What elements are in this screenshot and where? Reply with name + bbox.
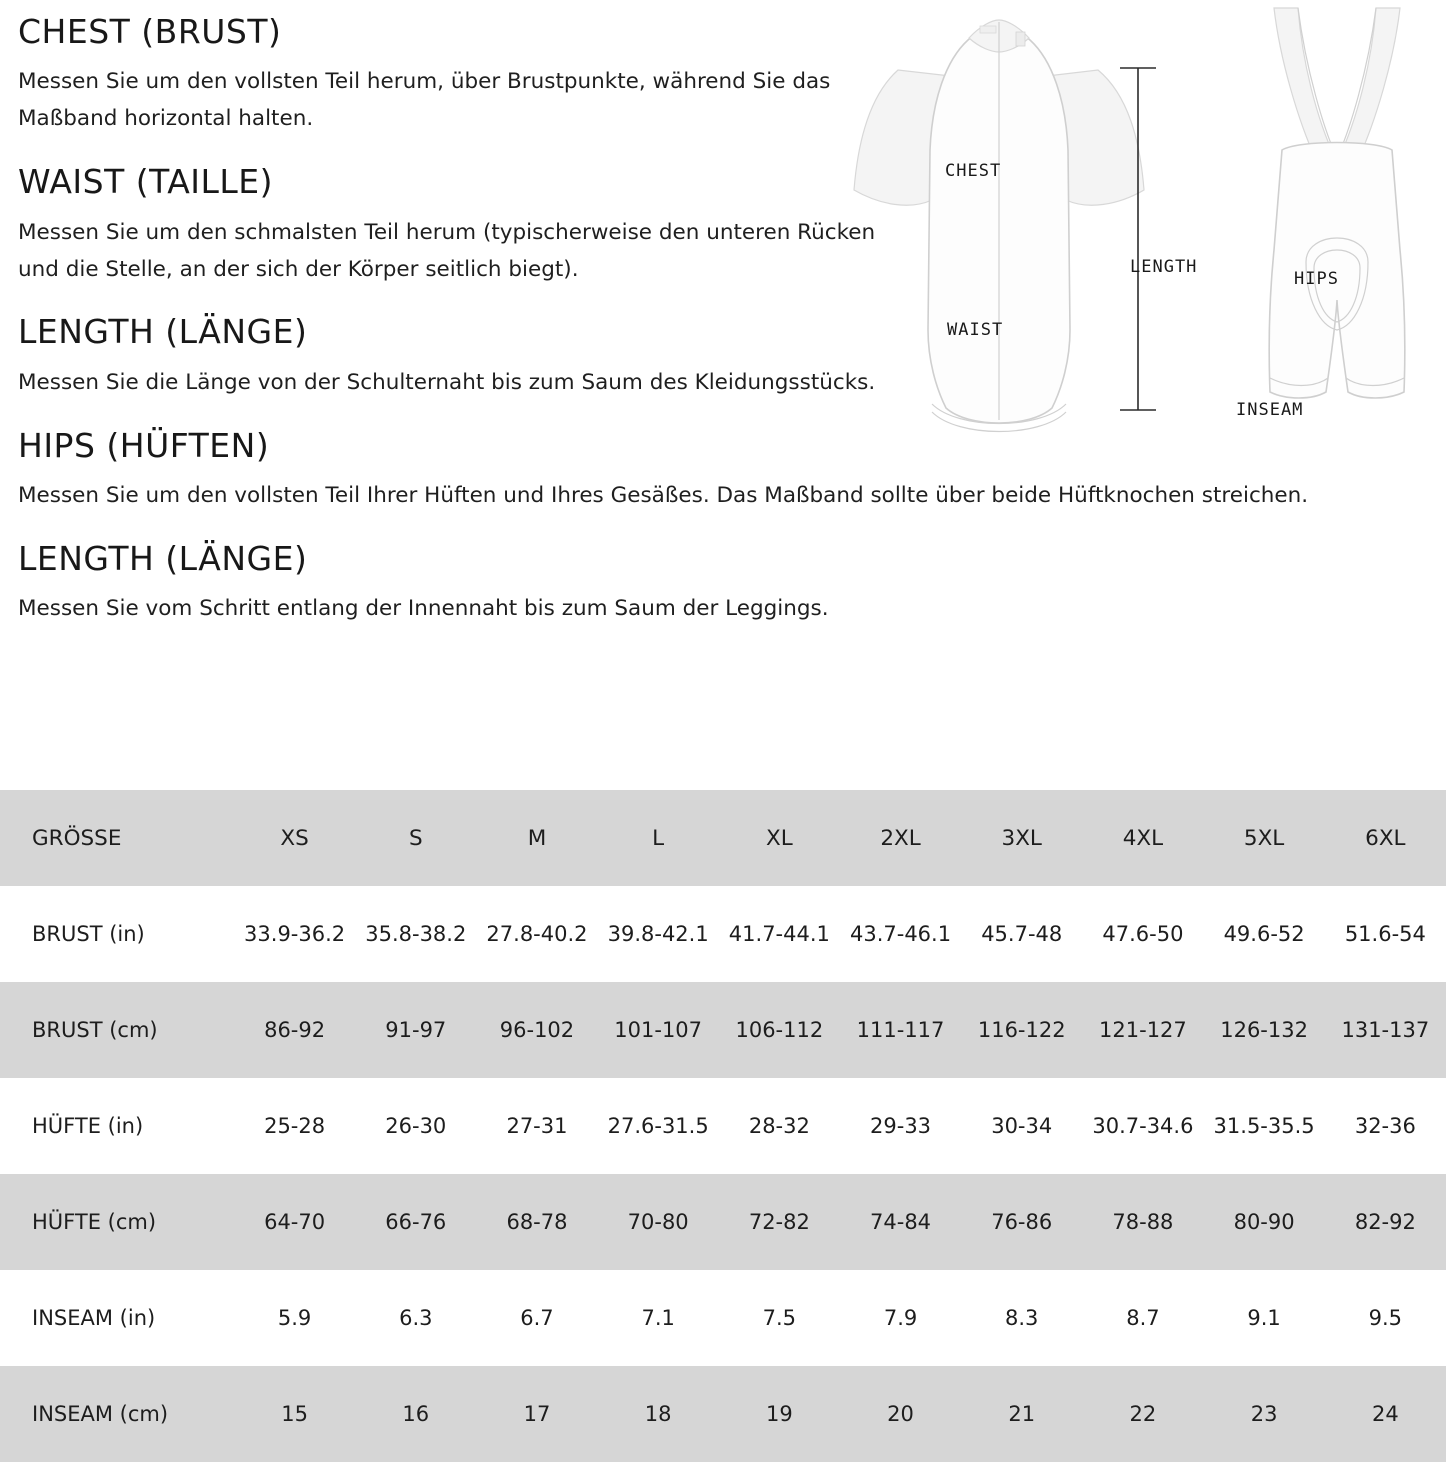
table-cell: 74-84 xyxy=(840,1174,961,1270)
table-cell: 7.5 xyxy=(719,1270,840,1366)
table-cell: 27-31 xyxy=(476,1078,597,1174)
table-cell: 33.9-36.2 xyxy=(234,886,355,982)
section-body-hips: Messen Sie um den vollsten Teil Ihrer Hüften und Ihres Gesäßes. Das Maßband sollte über beide Hüftknochen streichen. xyxy=(18,483,1309,509)
table-header-cell: XS xyxy=(234,790,355,886)
row-label: HÜFTE (in) xyxy=(0,1078,234,1174)
table-cell: 27.8-40.2 xyxy=(476,886,597,982)
table-cell: 66-76 xyxy=(355,1174,476,1270)
table-cell: 19 xyxy=(719,1366,840,1462)
table-cell: 126-132 xyxy=(1204,982,1325,1078)
table-cell: 28-32 xyxy=(719,1078,840,1174)
table-cell: 8.7 xyxy=(1082,1270,1203,1366)
table-cell: 121-127 xyxy=(1082,982,1203,1078)
label-chest: CHEST xyxy=(945,161,1002,181)
table-cell: 131-137 xyxy=(1325,982,1446,1078)
table-cell: 70-80 xyxy=(598,1174,719,1270)
table-header-cell: M xyxy=(476,790,597,886)
table-row xyxy=(0,1270,1446,1366)
table-header-cell: 4XL xyxy=(1082,790,1203,886)
table-cell: 29-33 xyxy=(840,1078,961,1174)
label-length: LENGTH xyxy=(1130,257,1198,277)
section-body-chest: Messen Sie um den vollsten Teil herum, über Brustpunkte, während Sie das Maßband horizontal halten. xyxy=(18,69,831,132)
table-cell: 68-78 xyxy=(476,1174,597,1270)
size-table-container xyxy=(0,790,1446,1462)
section-heading-waist: WAIST (TAILLE) xyxy=(18,162,273,202)
row-label: INSEAM (in) xyxy=(0,1270,234,1366)
table-cell: 7.9 xyxy=(840,1270,961,1366)
size-table xyxy=(0,790,1446,1462)
table-cell: 21 xyxy=(961,1366,1082,1462)
section-heading-chest: CHEST (BRUST) xyxy=(18,12,282,51)
table-cell: 8.3 xyxy=(961,1270,1082,1366)
table-cell: 25-28 xyxy=(234,1078,355,1174)
table-cell: 82-92 xyxy=(1325,1174,1446,1270)
table-cell: 49.6-52 xyxy=(1204,886,1325,982)
table-cell: 32-36 xyxy=(1325,1078,1446,1174)
table-cell: 30-34 xyxy=(961,1078,1082,1174)
table-header-row xyxy=(0,790,1446,886)
table-cell: 41.7-44.1 xyxy=(719,886,840,982)
section-heading-hips: HIPS (HÜFTEN) xyxy=(18,425,270,465)
table-cell: 6.7 xyxy=(476,1270,597,1366)
section-body-length-top: Messen Sie die Länge von der Schulternaht bis zum Saum des Kleidungsstücks. xyxy=(18,369,876,395)
table-row xyxy=(0,1078,1446,1174)
table-header-cell: 2XL xyxy=(840,790,961,886)
section-body-length-bottom: Messen Sie vom Schritt entlang der Innennaht bis zum Saum der Leggings. xyxy=(18,596,829,622)
table-row xyxy=(0,886,1446,982)
label-hips: HIPS xyxy=(1294,269,1339,289)
table-cell: 18 xyxy=(598,1366,719,1462)
table-cell: 96-102 xyxy=(476,982,597,1078)
label-inseam: INSEAM xyxy=(1236,400,1304,420)
table-cell: 51.6-54 xyxy=(1325,886,1446,982)
table-header-cell: 6XL xyxy=(1325,790,1446,886)
row-label: HÜFTE (cm) xyxy=(0,1174,234,1270)
table-header-cell: XL xyxy=(719,790,840,886)
table-cell: 6.3 xyxy=(355,1270,476,1366)
table-row xyxy=(0,1174,1446,1270)
table-cell: 16 xyxy=(355,1366,476,1462)
table-cell: 78-88 xyxy=(1082,1174,1203,1270)
table-cell: 15 xyxy=(234,1366,355,1462)
table-cell: 7.1 xyxy=(598,1270,719,1366)
table-cell: 76-86 xyxy=(961,1174,1082,1270)
table-cell: 9.1 xyxy=(1204,1270,1325,1366)
table-row xyxy=(0,1366,1446,1462)
garment-illustration xyxy=(840,0,1440,500)
label-waist: WAIST xyxy=(947,320,1004,340)
table-cell: 43.7-46.1 xyxy=(840,886,961,982)
table-cell: 47.6-50 xyxy=(1082,886,1203,982)
table-cell: 80-90 xyxy=(1204,1174,1325,1270)
table-cell: 5.9 xyxy=(234,1270,355,1366)
table-cell: 26-30 xyxy=(355,1078,476,1174)
table-cell: 9.5 xyxy=(1325,1270,1446,1366)
table-row xyxy=(0,982,1446,1078)
table-cell: 116-122 xyxy=(961,982,1082,1078)
section-heading-length-bottom: LENGTH (LÄNGE) xyxy=(18,539,308,578)
section-body-waist: Messen Sie um den schmalsten Teil herum (typischerweise den unteren Rücken und die Stelle, an der sich der Körper seitlich biegt). xyxy=(18,219,876,282)
table-cell: 24 xyxy=(1325,1366,1446,1462)
table-cell: 30.7-34.6 xyxy=(1082,1078,1203,1174)
table-cell: 39.8-42.1 xyxy=(598,886,719,982)
table-header-cell: 5XL xyxy=(1204,790,1325,886)
table-cell: 72-82 xyxy=(719,1174,840,1270)
table-header-cell: L xyxy=(598,790,719,886)
table-cell: 22 xyxy=(1082,1366,1203,1462)
table-cell: 64-70 xyxy=(234,1174,355,1270)
row-label: BRUST (in) xyxy=(0,886,234,982)
jersey-graphic xyxy=(854,20,1144,432)
table-cell: 111-117 xyxy=(840,982,961,1078)
table-cell: 31.5-35.5 xyxy=(1204,1078,1325,1174)
table-cell: 35.8-38.2 xyxy=(355,886,476,982)
bib-shorts-graphic xyxy=(1236,8,1405,420)
table-cell: 17 xyxy=(476,1366,597,1462)
table-cell: 106-112 xyxy=(719,982,840,1078)
table-cell: 86-92 xyxy=(234,982,355,1078)
table-cell: 27.6-31.5 xyxy=(598,1078,719,1174)
row-label: INSEAM (cm) xyxy=(0,1366,234,1462)
table-header-cell: GRÖSSE xyxy=(0,790,234,886)
table-cell: 20 xyxy=(840,1366,961,1462)
table-cell: 45.7-48 xyxy=(961,886,1082,982)
table-cell: 101-107 xyxy=(598,982,719,1078)
row-label: BRUST (cm) xyxy=(0,982,234,1078)
table-header-cell: 3XL xyxy=(961,790,1082,886)
table-cell: 91-97 xyxy=(355,982,476,1078)
table-cell: 23 xyxy=(1204,1366,1325,1462)
length-dimension xyxy=(1120,68,1197,410)
table-header-cell: S xyxy=(355,790,476,886)
section-heading-length-top: LENGTH (LÄNGE) xyxy=(18,312,308,352)
